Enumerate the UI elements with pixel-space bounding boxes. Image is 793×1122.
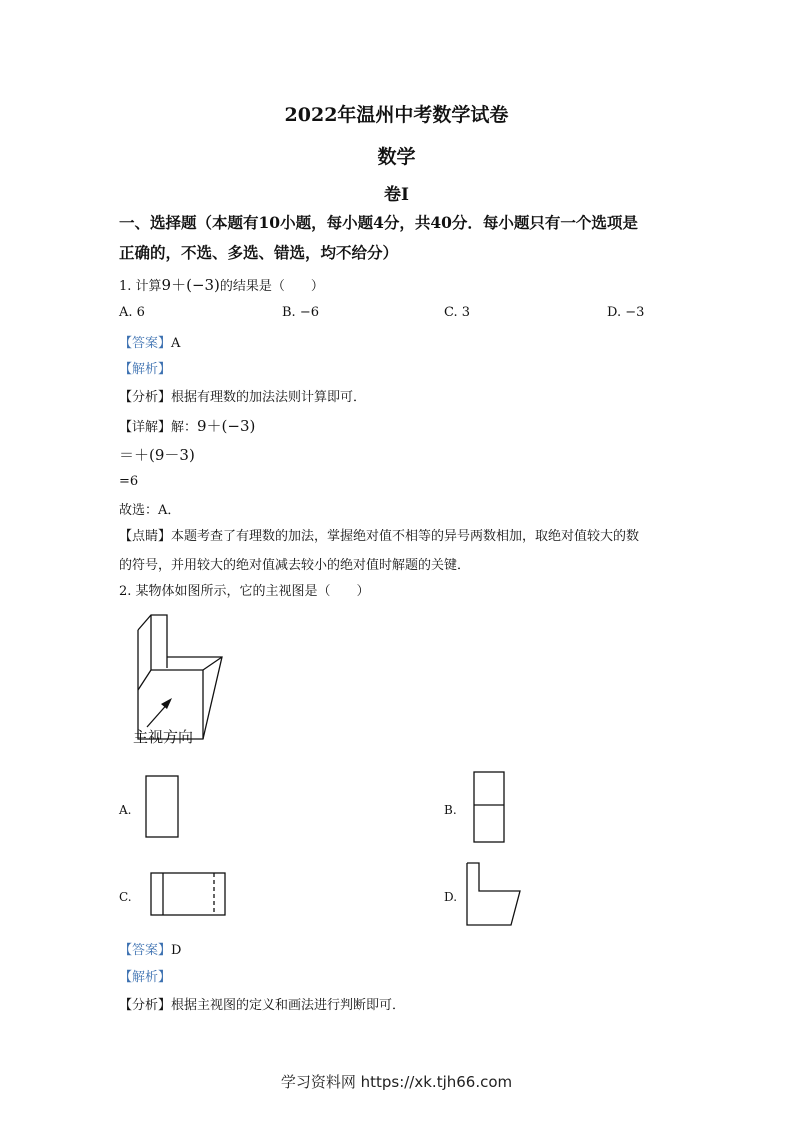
q2-view-direction-label: 主视方向 xyxy=(133,728,194,746)
q1-analysis: 【分析】根据有理数的加法法则计算即可． xyxy=(119,390,367,405)
q1-answer-tag: 【答案】 xyxy=(119,336,172,351)
volume-title: 卷I xyxy=(384,185,409,205)
q1-comment-line2: 的符号，并用较大的绝对值减去较小的绝对值时解题的关键． xyxy=(119,558,471,573)
q1-option-d: D. −3 xyxy=(607,305,645,320)
q1-option-b: B. −6 xyxy=(282,305,319,320)
q2-analysis: 【分析】根据主视图的定义和画法进行判断即可． xyxy=(119,998,406,1013)
section-heading-line1: 一、选择题（本题有10小题，每小题4分，共40分．每小题只有一个选项是 xyxy=(119,213,638,232)
q2-analysis-tag: 【解析】 xyxy=(119,970,172,985)
q2-option-d-label: D. xyxy=(444,890,458,904)
q1-step1: ＝＋(9－3) xyxy=(119,446,195,464)
section-heading-line2: 正确的，不选、多选、错选，均不给分） xyxy=(119,243,399,262)
q1-suffix: 的结果是（ ） xyxy=(219,279,324,294)
q1-detail-prefix: 【详解】解： xyxy=(119,420,198,435)
subject-title: 数学 xyxy=(377,146,416,168)
q2-option-c-label: C. xyxy=(119,890,132,904)
q1-option-c: C. 3 xyxy=(444,305,471,320)
q2-option-b-label: B. xyxy=(444,803,457,817)
q1-choice: 故选：A． xyxy=(119,503,181,518)
q1-answer-value: A xyxy=(171,336,181,351)
page-title: 2022年温州中考数学试卷 xyxy=(284,104,509,126)
footer-watermark: 学习资料网 https://xk.tjh66.com xyxy=(280,1073,513,1091)
q2-stem: 2. 某物体如图所示，它的主视图是（ ） xyxy=(119,584,370,599)
q1-analysis-tag: 【解析】 xyxy=(119,362,172,377)
q1-step2: =6 xyxy=(119,474,139,489)
q1-option-a: A. 6 xyxy=(119,305,145,320)
q1-detail-expression: 9＋(−3) xyxy=(197,417,256,435)
q1-expression: 9＋(−3) xyxy=(161,276,220,294)
q2-option-a-label: A. xyxy=(119,803,132,817)
q2-answer-value: D xyxy=(171,943,182,958)
q2-answer xyxy=(119,939,181,958)
q1-comment-line1: 【点睛】本题考查了有理数的加法，掌握绝对值不相等的异号两数相加，取绝对值较大的数 xyxy=(119,529,640,544)
q2-answer-tag: 【答案】 xyxy=(119,943,172,958)
q1-prefix: 1. 计算 xyxy=(119,279,162,294)
